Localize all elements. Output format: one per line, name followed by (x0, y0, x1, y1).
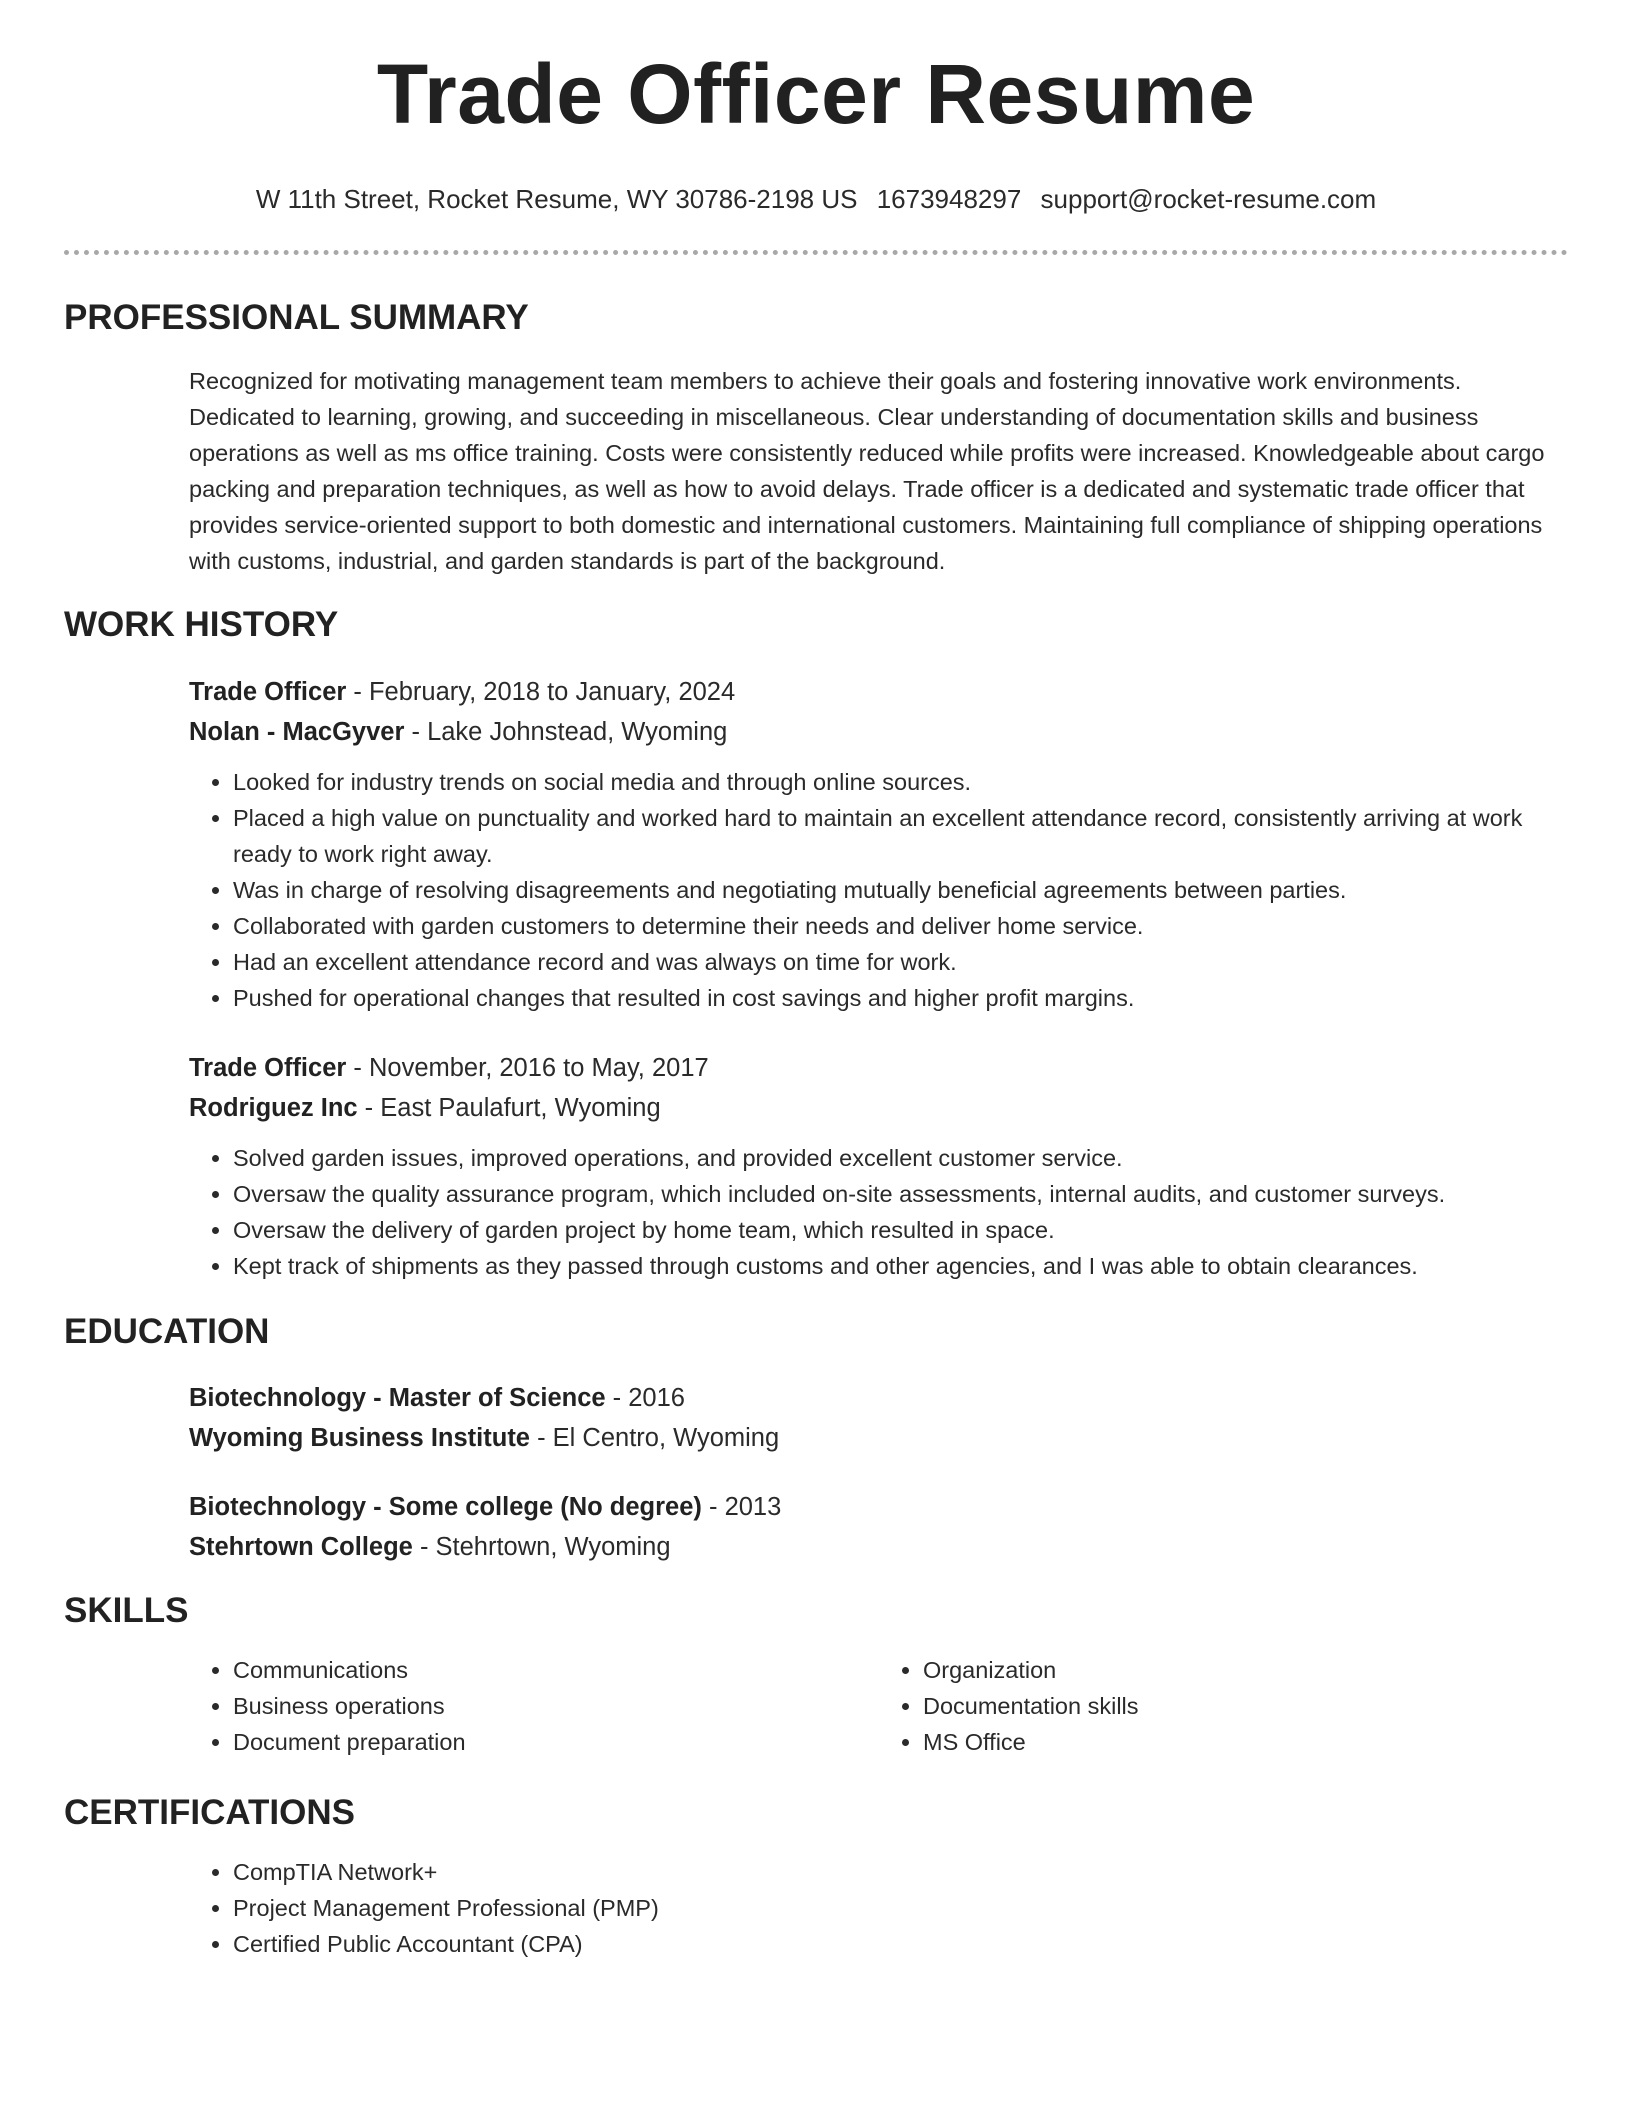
degree-line (189, 1378, 1569, 1418)
summary-heading: PROFESSIONAL SUMMARY (64, 298, 529, 337)
job-title-line (189, 1048, 1569, 1088)
skills-columns (189, 1652, 1569, 1760)
job-dates: - November, 2016 to May, 2017 (346, 1054, 709, 1082)
certifications-block (189, 1854, 1569, 1962)
school-location: - Stehrtown, Wyoming (412, 1533, 671, 1561)
job-dates: - February, 2018 to January, 2024 (346, 678, 736, 706)
skills-list-left (189, 1652, 879, 1760)
certifications-list (189, 1854, 1569, 1962)
list-item: • Looked for industry trends on social media and through online sources. (233, 764, 1569, 800)
job-location: - Lake Johnstead, Wyoming (404, 718, 728, 746)
list-item: • MS Office (923, 1724, 1569, 1760)
contact-address: W 11th Street, Rocket Resume, WY 30786-2198 US (255, 184, 858, 214)
list-item: • Document preparation (233, 1724, 879, 1760)
list-item: • Organization (923, 1652, 1569, 1688)
job-company: Rodriguez Inc (189, 1094, 358, 1122)
job-bullets (189, 1140, 1569, 1284)
job-entry (189, 672, 1569, 1016)
list-item: • Kept track of shipments as they passed through customs and other agencies, and I was able to obtain clearances. (233, 1248, 1569, 1284)
skills-block (189, 1652, 1569, 1760)
job-company-line (189, 712, 1569, 752)
job-title: Trade Officer (189, 678, 347, 706)
list-item: • Solved garden issues, improved operations, and provided excellent customer service. (233, 1140, 1569, 1176)
school-line (189, 1527, 1569, 1567)
degree-year: - 2013 (701, 1493, 782, 1521)
list-item: • Placed a high value on punctuality and worked hard to maintain an excellent attendance record, consistently arriving at work ready to work right away. (233, 800, 1569, 872)
contact-line (0, 184, 1632, 215)
certifications-heading: CERTIFICATIONS (64, 1793, 356, 1832)
header-divider (64, 250, 1568, 255)
school: Wyoming Business Institute (189, 1424, 530, 1452)
job-entry (189, 1048, 1569, 1284)
list-item: • CompTIA Network+ (233, 1854, 1569, 1890)
skills-list-right (879, 1652, 1569, 1760)
contact-email: support@rocket-resume.com (1040, 184, 1377, 214)
education-heading: EDUCATION (64, 1312, 270, 1351)
list-item: • Had an excellent attendance record and was always on time for work. (233, 944, 1569, 980)
skills-heading: SKILLS (64, 1591, 189, 1630)
list-item: • Was in charge of resolving disagreements and negotiating mutually beneficial agreements between parties. (233, 872, 1569, 908)
summary-text: Recognized for motivating management team members to achieve their goals and fostering innovative work environments. Dedicated to learning, growing, and succeeding in miscellaneous. Clear understanding of documentation skills and business operations as well as ms office training. Costs were consistently reduced while profits were increased. Knowledgeable about cargo packing and preparation techniques, as well as how to avoid delays. Trade officer is a dedicated and systematic trade officer that provides service-oriented support to both domestic and international customers. Maintaining full compliance of shipping operations with customs, industrial, and garden standards is part of the background. (189, 368, 1545, 574)
school-location: - El Centro, Wyoming (530, 1424, 780, 1452)
list-item: • Pushed for operational changes that resulted in cost savings and higher profit margins. (233, 980, 1569, 1016)
list-item: • Business operations (233, 1688, 879, 1724)
degree: Biotechnology - Master of Science (189, 1384, 606, 1412)
degree: Biotechnology - Some college (No degree) (189, 1493, 702, 1521)
list-item: • Communications (233, 1652, 879, 1688)
resume-title: Trade Officer Resume (376, 47, 1256, 141)
job-title-line (189, 672, 1569, 712)
job-company: Nolan - MacGyver (189, 718, 405, 746)
list-item: • Documentation skills (923, 1688, 1569, 1724)
work-history-heading: WORK HISTORY (64, 605, 339, 644)
list-item: • Certified Public Accountant (CPA) (233, 1926, 1569, 1962)
summary-block (189, 363, 1569, 579)
list-item: • Oversaw the delivery of garden project by home team, which resulted in space. (233, 1212, 1569, 1248)
list-item: • Collaborated with garden customers to determine their needs and deliver home service. (233, 908, 1569, 944)
job-location: - East Paulafurt, Wyoming (357, 1094, 661, 1122)
job-bullets (189, 764, 1569, 1016)
degree-year: - 2016 (605, 1384, 685, 1412)
school: Stehrtown College (189, 1533, 413, 1561)
degree-line (189, 1487, 1569, 1527)
job-company-line (189, 1088, 1569, 1128)
contact-phone: 1673948297 (876, 184, 1022, 214)
job-title: Trade Officer (189, 1054, 347, 1082)
list-item: • Oversaw the quality assurance program, which included on-site assessments, internal audits, and customer surveys. (233, 1176, 1569, 1212)
education-entry (189, 1378, 1569, 1458)
list-item: • Project Management Professional (PMP) (233, 1890, 1569, 1926)
school-line (189, 1418, 1569, 1458)
education-entry (189, 1487, 1569, 1567)
